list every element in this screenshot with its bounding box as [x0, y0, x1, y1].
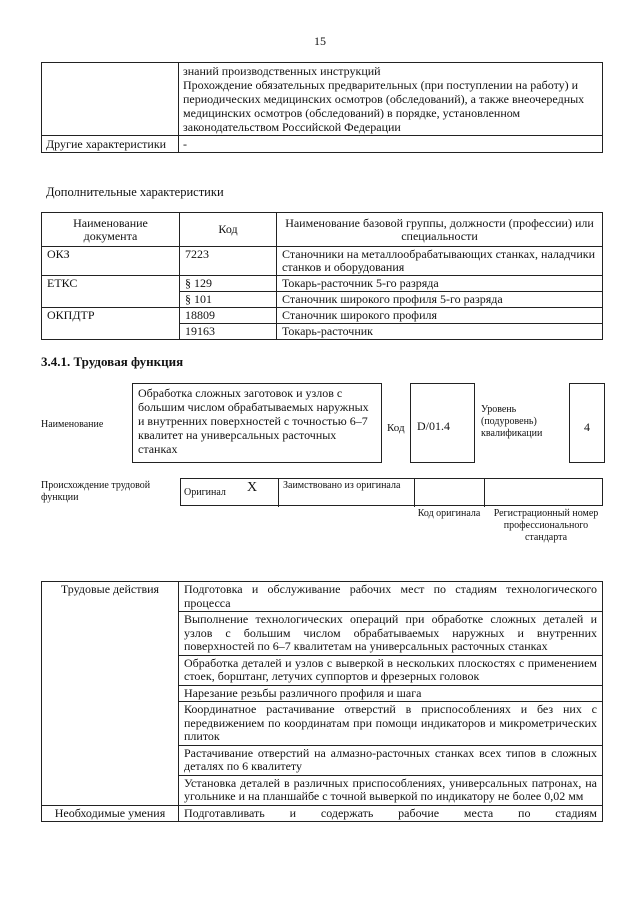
registration-number-caption: Регистрационный номер профессионального стандарта — [493, 508, 599, 543]
origin-cell-code — [415, 479, 485, 507]
table-cell-value — [179, 63, 603, 136]
action-item: Координатное растачивание отверстий в приспособлениях и без них с передвижением по координатам при помощи индикаторов и микрометрических плиток — [179, 702, 603, 746]
table-cell: Станочник широкого профиля 5-го разряда — [277, 292, 603, 308]
labor-actions-table — [41, 581, 603, 822]
labor-function-title: 3.4.1. Трудовая функция — [41, 354, 184, 369]
action-item: Установка деталей в различных приспособлениях, универсальных патронах, на угольнике и на планшайбе с точной выверкой по индикатору не более 0,02 мм — [179, 775, 603, 805]
table-cell: Токарь-расточник — [277, 324, 603, 340]
function-name-box: Обработка сложных заготовок и узлов с большим числом обрабатываемых наружных и внутренних поверхностей с точностью 6–7 квалитет на универсальных расточных станках — [132, 383, 382, 463]
column-header: Наименование документа — [42, 213, 180, 247]
table-row — [42, 63, 603, 136]
table-cell-value: - — [179, 136, 603, 153]
table-cell: ОКЗ — [42, 247, 180, 276]
qualification-level-box: 4 — [569, 383, 605, 463]
qualification-requirements-table — [41, 62, 603, 153]
table-cell-label: Другие характеристики — [42, 136, 179, 153]
qualification-level-label: Уровень (подуровень) квалификации — [481, 404, 543, 439]
table-cell: § 129 — [180, 276, 277, 292]
page-number: 15 — [314, 34, 326, 48]
table-cell: § 101 — [180, 292, 277, 308]
table-cell: 18809 — [180, 308, 277, 324]
text-line: Прохождение обязательных предварительных (при поступлении на работу) и периодических медицинских осмотров (обследований), а также внеочередных медицинских осмотров (обследований) в порядке, установленном законодательством Российской Федерации — [183, 78, 585, 134]
skill-item: Подготавливать и содержать рабочие места по стадиям — [179, 805, 603, 822]
table-cell: 7223 — [180, 247, 277, 276]
action-item: Выполнение технологических операций при обработке сложных деталей и узлов с большим числом обрабатываемых наружных и внутренних поверхностей по 6–7 квалитетам на универсальных расточных станках — [179, 612, 603, 656]
table-cell: Токарь-расточник 5-го разряда — [277, 276, 603, 292]
function-code-box: D/01.4 — [410, 383, 475, 463]
table-row — [42, 582, 603, 612]
action-item: Растачивание отверстий на алмазно-расточных станках всех типов в сложных деталях по 6 квалитету — [179, 745, 603, 775]
table-row — [42, 308, 603, 324]
additional-characteristics-table — [41, 212, 603, 340]
table-row — [42, 805, 603, 822]
name-label: Наименование — [41, 419, 104, 430]
action-item: Обработка деталей и узлов с выверкой в нескольких плоскостях с применением стоек, борштанг, летучих суппортов и фрезерных головок — [179, 655, 603, 685]
origin-label: Происхождение трудовой функции — [41, 480, 151, 503]
table-cell: Станочники на металлообрабатывающих станках, наладчики станков и оборудования — [277, 247, 603, 276]
section-title: Дополнительные характеристики — [46, 185, 224, 199]
column-header: Наименование базовой группы, должности (профессии) или специальности — [277, 213, 603, 247]
table-cell: ЕТКС — [42, 276, 180, 308]
code-label: Код — [387, 422, 405, 434]
table-row — [42, 247, 603, 276]
table-cell: 19163 — [180, 324, 277, 340]
table-header-row — [42, 213, 603, 247]
action-item: Подготовка и обслуживание рабочих мест по стадиям технологического процесса — [179, 582, 603, 612]
action-item: Нарезание резьбы различного профиля и шага — [179, 685, 603, 702]
table-cell: Станочник широкого профиля — [277, 308, 603, 324]
table-cell-label — [42, 63, 179, 136]
column-header: Код — [180, 213, 277, 247]
table-row — [42, 136, 603, 153]
actions-label: Трудовые действия — [42, 582, 179, 806]
borrowed-label: Заимствовано из оригинала — [283, 480, 401, 491]
skills-label: Необходимые умения — [42, 805, 179, 822]
code-original-caption: Код оригинала — [417, 508, 481, 519]
table-cell: ОКПДТР — [42, 308, 180, 340]
original-label: Оригинал — [184, 487, 226, 498]
original-mark: X — [247, 480, 258, 495]
text-line: знаний производственных инструкций — [183, 64, 381, 78]
table-row — [42, 276, 603, 292]
